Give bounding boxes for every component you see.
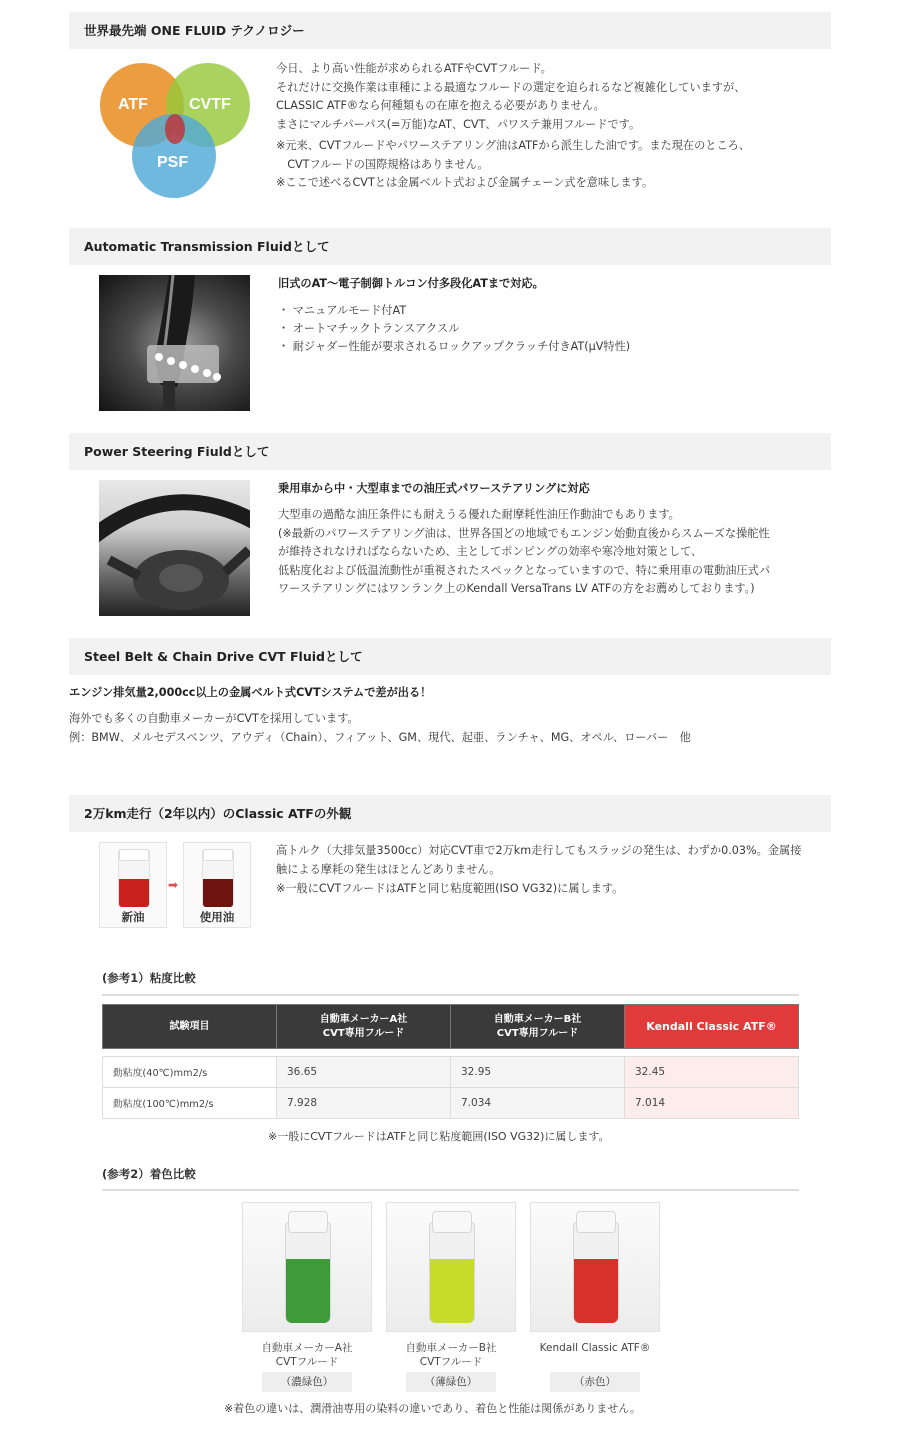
- ref1-divider: [102, 994, 799, 996]
- fluid-tech-notes: [276, 137, 750, 193]
- used-oil-label: 使用油: [199, 910, 235, 924]
- venn-cvtf-label: CVTF: [189, 96, 231, 113]
- sample-name-line: CVTフルード: [419, 1356, 483, 1368]
- new-oil-sample: [99, 842, 167, 928]
- steering-wheel-photo: [99, 480, 250, 616]
- sample-a-color-tag: （濃緑色）: [262, 1372, 352, 1392]
- venn-overlap: [165, 114, 185, 144]
- table-cell: 36.65: [277, 1057, 451, 1088]
- sample-name-line: 自動車メーカーB社: [405, 1342, 497, 1354]
- table-cell: 7.014: [625, 1088, 799, 1119]
- text-line: ワーステアリングにはワンランク上のKendall VersaTrans LV ATFの方をお薦めしております。): [278, 582, 755, 596]
- bottle-cap: [432, 1211, 472, 1233]
- venn-atf-label: ATF: [118, 96, 148, 113]
- bottle-cap: [288, 1211, 328, 1233]
- atf-bullet: ・ オートマチックトランスアクスル: [278, 322, 460, 335]
- section-title-appearance: 2万km走行（2年以内）のClassic ATFの外観: [69, 795, 831, 832]
- text-line: それだけに交換作業は車種による最適なフルードの選定を迫られるなど複雑化していますが、: [276, 80, 746, 94]
- table-row: [103, 1057, 799, 1088]
- liquid-kendall: [574, 1259, 618, 1323]
- section-title-cvt: Steel Belt & Chain Drive CVT Fluidとして: [69, 638, 831, 675]
- table-header-kendall: Kendall Classic ATF®: [625, 1005, 799, 1049]
- text-line: まさにマルチパーパス(=万能)なAT、CVT、パワステ兼用フルードです。: [276, 117, 641, 131]
- liquid-a: [286, 1259, 330, 1323]
- shift-lever-photo: [99, 275, 250, 411]
- section-title-fluid-tech: 世界最先端 ONE FLUID テクノロジー: [69, 12, 831, 49]
- atf-bullet: ・ 耐ジャダー性能が要求されるロックアップクラッチ付きAT(μV特性): [278, 340, 631, 353]
- jar-cap: [119, 849, 149, 861]
- new-oil-liquid: [119, 879, 149, 907]
- atf-bullet: ・ マニュアルモード付AT: [278, 304, 407, 317]
- table-cell: 7.034: [451, 1088, 625, 1119]
- bottle-cap: [576, 1211, 616, 1233]
- ref1-title: (参考1）粘度比較: [102, 971, 196, 985]
- text-line: 大型車の過酷な油圧条件にも耐えうる優れた耐摩耗性油圧作動油でもあります。: [278, 508, 680, 521]
- new-oil-label: 新油: [121, 910, 145, 924]
- text-line: 高トルク（大排気量3500cc）対応CVT車で2万km走行してもスラッジの発生は、わずか0.03%。金属接: [276, 844, 802, 857]
- cvt-body: [69, 710, 691, 747]
- liquid-b: [430, 1259, 474, 1323]
- note-line: ※ここで述べるCVTとは金属ベルト式および金属チェーン式を意味します。: [276, 176, 654, 190]
- text-line: 今日、より高い性能が求められるATFやCVTフルード。: [276, 62, 552, 75]
- color-sample-b: [386, 1202, 516, 1332]
- text-line: 海外でも多くの自動車メーカーがCVTを採用しています。: [69, 712, 359, 725]
- sample-kendall-color-tag: （赤色）: [550, 1372, 640, 1392]
- viscosity-table: [102, 1004, 799, 1119]
- psf-lead: 乗用車から中・大型車までの油圧式パワーステアリングに対応: [278, 482, 590, 495]
- sample-name-line: 自動車メーカーA社: [261, 1342, 353, 1354]
- atf-lead: 旧式のAT〜電子制御トルコン付多段化ATまで対応。: [278, 277, 544, 290]
- section-title-psf: Power Steering Fiuldとして: [69, 433, 831, 470]
- sample-kendall-name: [530, 1341, 660, 1355]
- arrow-icon: ➡: [168, 878, 179, 892]
- text-line: 触による摩耗の発生はほとんどありません。: [276, 863, 501, 876]
- used-oil-liquid: [203, 879, 233, 907]
- sample-b-color-tag: （薄緑色）: [406, 1372, 496, 1392]
- cvt-lead: エンジン排気量2,000cc以上の金属ベルト式CVTシステムで差が出る！: [69, 686, 432, 699]
- appearance-body: [276, 841, 801, 879]
- ref2-divider: [102, 1189, 799, 1191]
- text-line: 低粘度化および低温流動性が重視されたスペックとなっていますので、特に乗用車の電動油圧式パ: [278, 563, 771, 577]
- table-header: 試験項目: [103, 1005, 277, 1049]
- ref1-note: ※一般にCVTフルードはATFと同じ粘度範囲(ISO VG32)に属します。: [268, 1130, 610, 1143]
- fluid-venn-diagram: [99, 62, 251, 202]
- table-cell: 32.45: [625, 1057, 799, 1088]
- table-row: [103, 1088, 799, 1119]
- jar-cap: [203, 849, 233, 861]
- text-line: が維持されなければならないため、主としてポンピングの効率や寒冷地対策として、: [278, 545, 703, 559]
- color-sample-kendall: [530, 1202, 660, 1332]
- psf-body: [278, 506, 770, 599]
- color-sample-a: [242, 1202, 372, 1332]
- text-line: 例：BMW、メルセデスベンツ、アウディ（Chain）、フィアット、GM、現代、起亜、ランチャ、MG、オペル、ローバー 他: [69, 730, 691, 744]
- ref2-note: ※着色の違いは、潤滑油専用の染料の違いであり、着色と性能は関係がありません。: [224, 1402, 641, 1415]
- venn-psf-label: PSF: [157, 154, 189, 171]
- table-header: 自動車メーカーA社 CVT専用フルード: [277, 1005, 451, 1049]
- table-cell: 動粘度(100℃)mm2/s: [103, 1088, 277, 1119]
- fluid-tech-body: [276, 60, 745, 134]
- note-line: CVTフルードの国際規格はありません。: [276, 157, 489, 171]
- sample-b-name: [386, 1341, 516, 1369]
- text-line: (※最新のパワーステアリング油は、世界各国どの地域でもエンジン始動直後からスムーズな操舵性: [278, 526, 770, 540]
- table-cell: 7.928: [277, 1088, 451, 1119]
- table-cell: 動粘度(40℃)mm2/s: [103, 1057, 277, 1088]
- note-line: ※元来、CVTフルードやパワーステアリング油はATFから派生した油です。また現在のところ、: [276, 139, 751, 152]
- table-cell: 32.95: [451, 1057, 625, 1088]
- text-line: CLASSIC ATF®なら何種類もの在庫を抱える必要がありません。: [276, 99, 605, 113]
- sample-name-line: CVTフルード: [275, 1356, 339, 1368]
- section-title-atf: Automatic Transmission Fluidとして: [69, 228, 831, 265]
- sample-a-name: [242, 1341, 372, 1369]
- ref2-title: (参考2）着色比較: [102, 1167, 196, 1181]
- sample-name-line: Kendall Classic ATF®: [539, 1342, 651, 1354]
- table-header: 自動車メーカーB社 CVT専用フルード: [451, 1005, 625, 1049]
- appearance-note: ※一般にCVTフルードはATFと同じ粘度範囲(ISO VG32)に属します。: [276, 882, 624, 895]
- used-oil-sample: [183, 842, 251, 928]
